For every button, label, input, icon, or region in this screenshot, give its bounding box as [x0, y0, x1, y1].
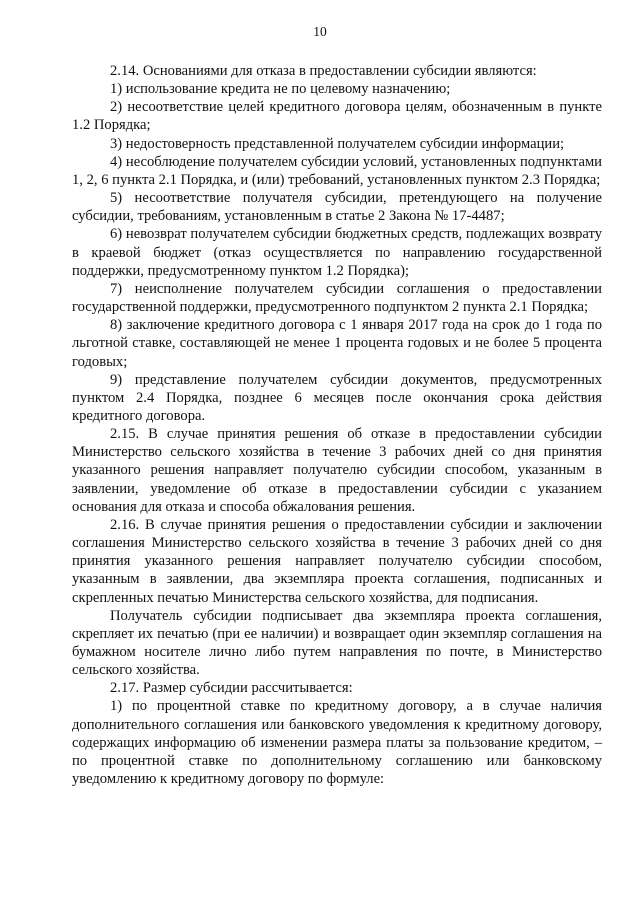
paragraph-2-16: 2.16. В случае принятия решения о предоставлении субсидии и заключении соглашения Министерство сельского хозяйства в течение 3 рабочих дней со дня принятия указанного решения направляет получателю субсидии способом, указанным в заявлении, два экземпляра проекта соглашения, подписанных и скрепленных печатью Министерства сельского хозяйства, для подписания. — [72, 516, 602, 606]
paragraph-item-6: 6) невозврат получателем субсидии бюджетных средств, подлежащих возврату в краевой бюджет (отказ осуществляется по направлению государственной поддержки, предусмотренному пунктом 1.2 Порядка); — [72, 226, 602, 279]
paragraph-item-7: 7) неисполнение получателем субсидии соглашения о предоставлении государственной поддержки, предусмотренного подпунктом 2 пункта 2.1 Порядка; — [72, 280, 602, 316]
paragraph-item-2: 2) несоответствие целей кредитного договора целям, обозначенным в пункте 1.2 Порядка; — [72, 99, 602, 134]
paragraph-item-5: 5) несоответствие получателя субсидии, претендующего на получение субсидии, требованиям, установленным в статье 2 Закона № 17-4487; — [72, 190, 602, 225]
paragraph-2-17-heading: 2.17. Размер субсидии рассчитывается: — [110, 680, 353, 697]
paragraph-item-4: 4) несоблюдение получателем субсидии условий, установленных подпунктами 1, 2, 6 пункта 2.1 Порядка, и (или) требований, установленных пунктом 2.3 Порядка; — [72, 153, 602, 188]
document-body — [72, 62, 602, 788]
paragraph-item-3: 3) недостоверность представленной получателем субсидии информации; — [110, 135, 565, 152]
paragraph-2-14-heading: 2.14. Основаниями для отказа в предоставлении субсидии являются: — [110, 63, 537, 79]
paragraph-item-1: 1) использование кредита не по целевому назначению; — [110, 81, 451, 98]
paragraph-2-17-item-1: 1) по процентной ставке по кредитному договору, а в случае наличия дополнительного соглашения или банковского уведомления к кредитному договору, содержащих информацию об изменении размера платы за пользование кредитом, – по процентной ставке по дополнительному соглашению или банковскому уведомлению к кредитному договору по формуле: — [72, 698, 602, 788]
paragraph-item-8: 8) заключение кредитного договора с 1 января 2017 года на срок до 1 года по льготной ставке, составляющей не менее 1 процента годовых и не более 5 процента годовых; — [72, 317, 602, 370]
paragraph-agreement-signing: Получатель субсидии подписывает два экземпляра проекта соглашения, скрепляет их печатью (при ее наличии) и возвращает один экземпляр соглашения на бумажном носителе лично либо путем направления по почте, в Министерство сельского хозяйства. — [72, 607, 602, 679]
paragraph-item-9: 9) представление получателем субсидии документов, предусмотренных пунктом 2.4 Порядка, позднее 6 месяцев после окончания срока действия кредитного договора. — [72, 371, 602, 424]
paragraph-2-15: 2.15. В случае принятия решения об отказе в предоставлении субсидии Министерство сельского хозяйства в течение 3 рабочих дней со дня принятия указанного решения направляет получателю субсидии способом, указанным в заявлении, уведомление об отказе в предоставлении субсидии с указанием основания для отказа и способа обжалования решения. — [72, 426, 602, 515]
page-number: 10 — [313, 24, 327, 39]
